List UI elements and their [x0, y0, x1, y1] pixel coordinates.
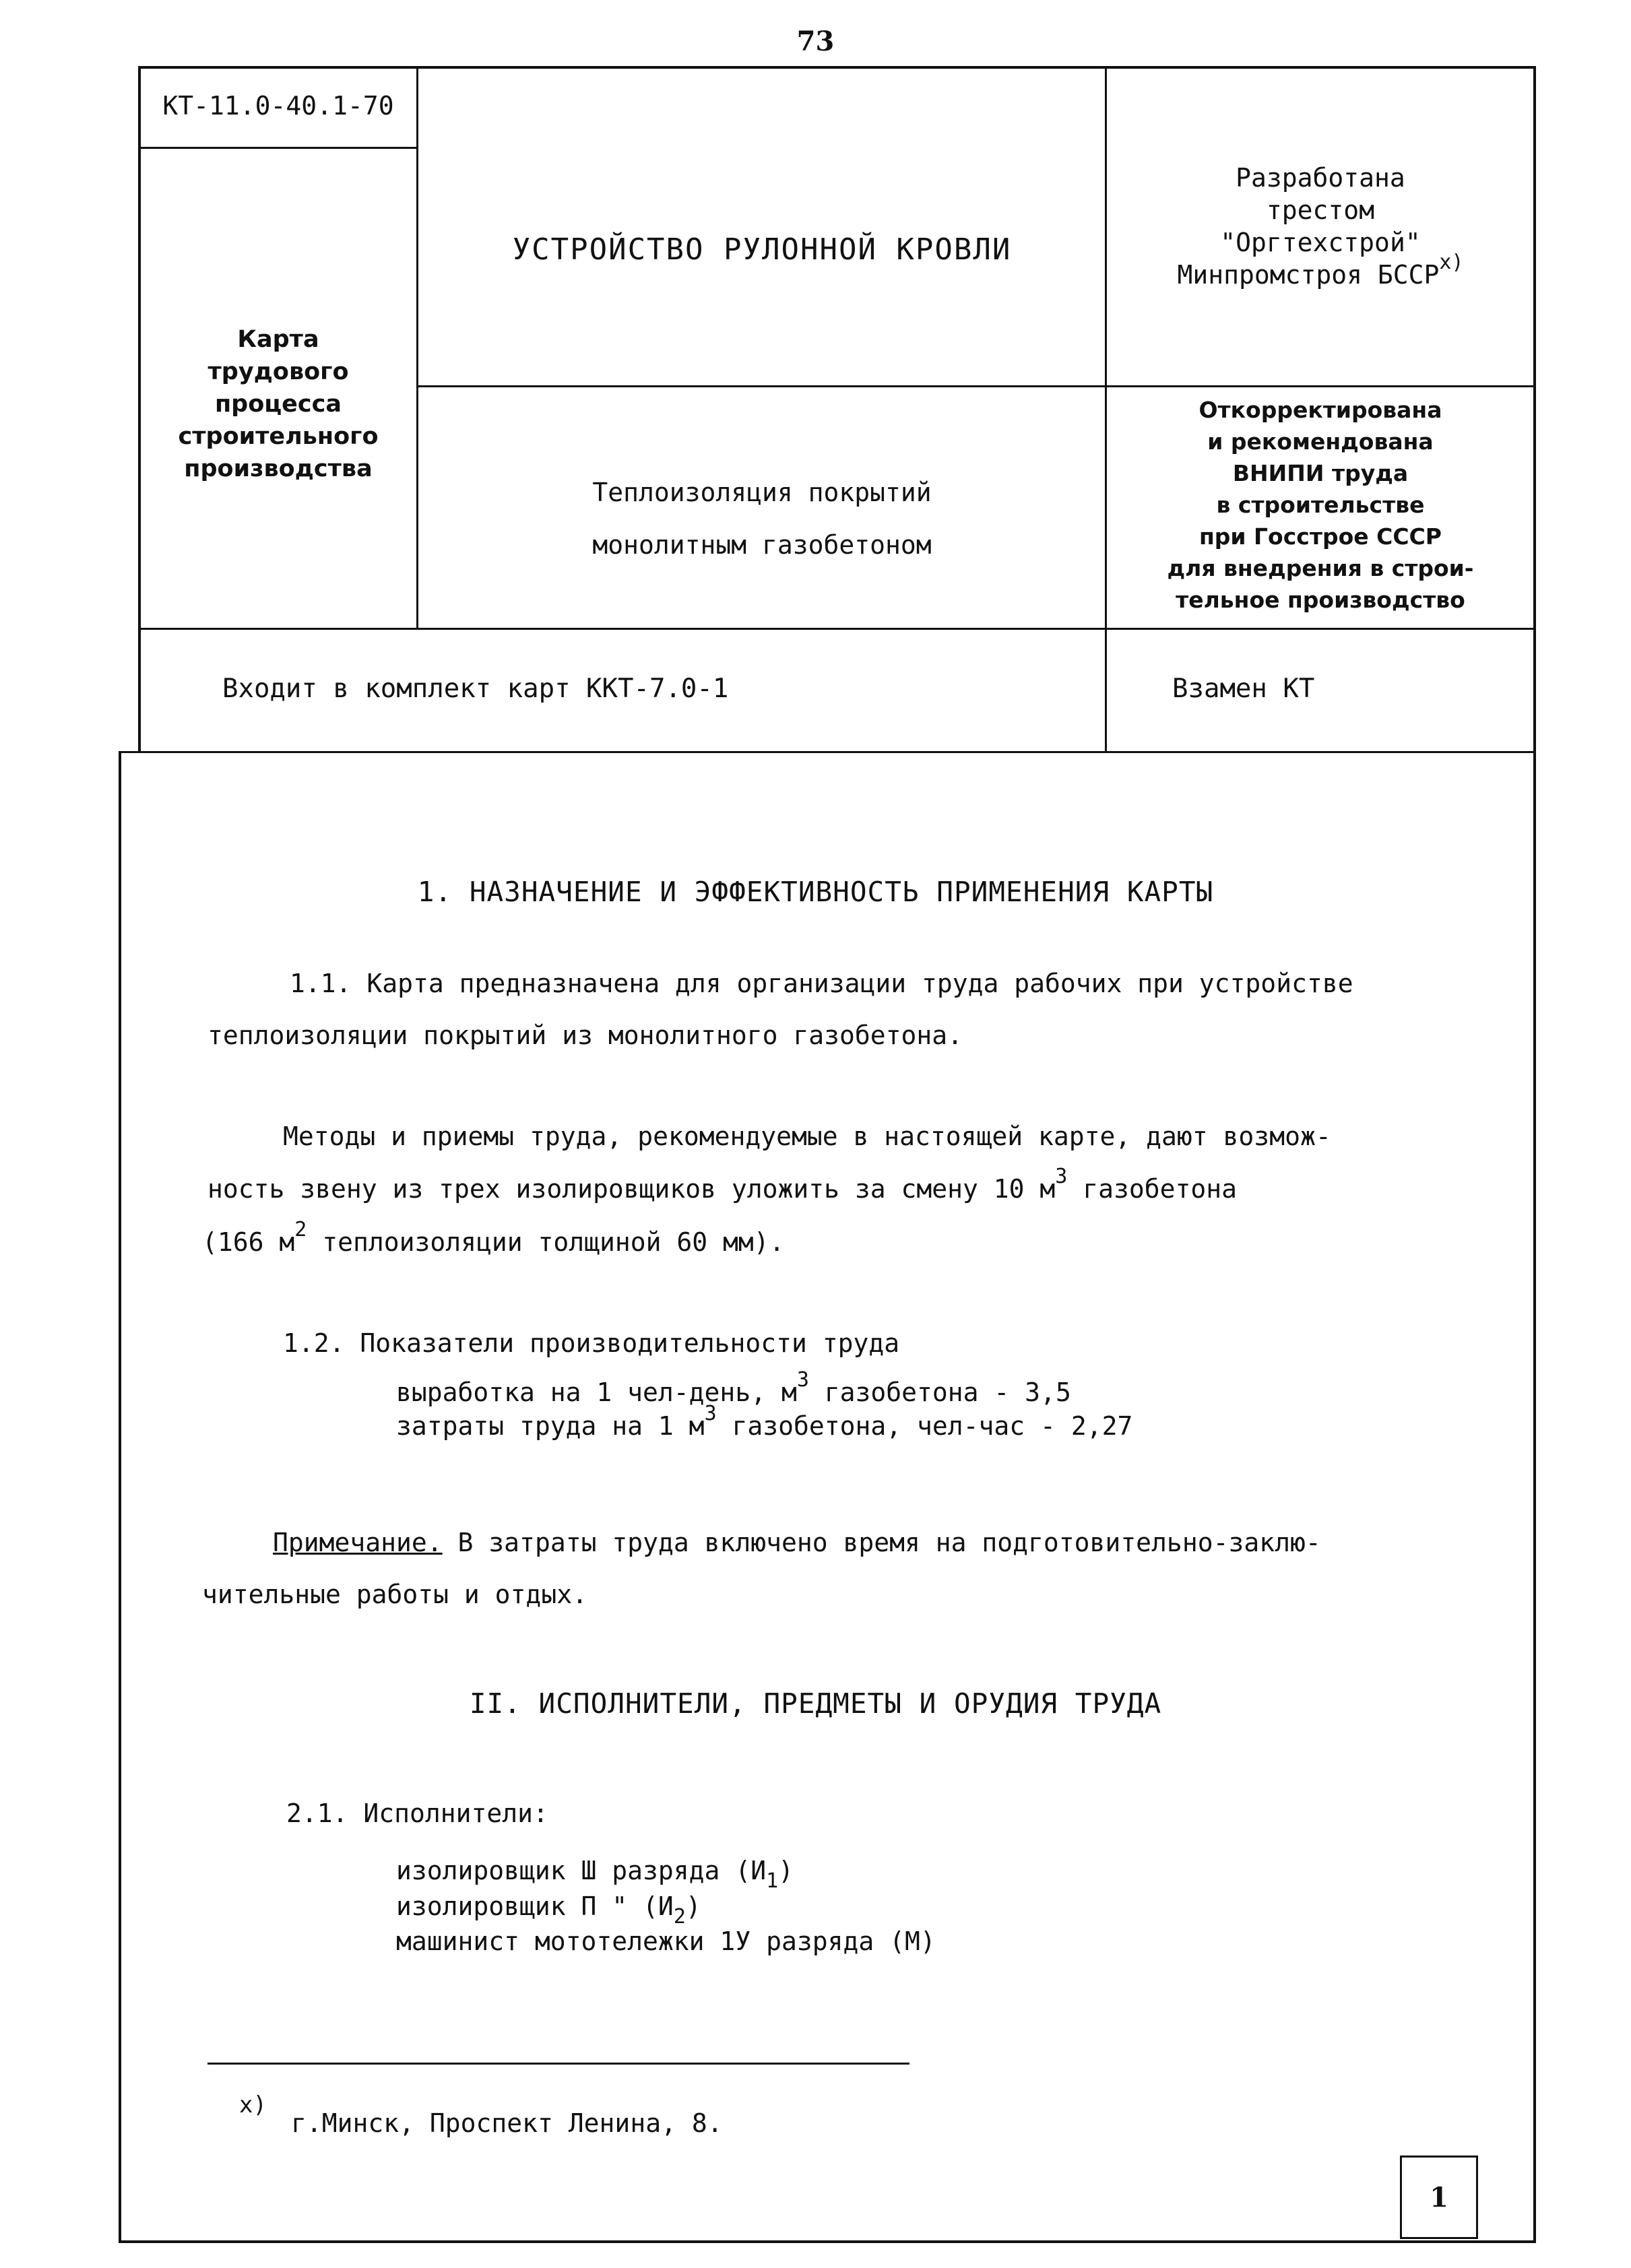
paragraph-line: Методы и приемы труда, рекомендуемые в настоящей карте, дают возмож-	[283, 1122, 1331, 1151]
worker-item: машинист мототележки 1У разряда (М)	[396, 1926, 936, 1956]
worker-item: изолировщик Ш разряда $(И_1)$	[396, 1856, 794, 1893]
replaces-text: Взамен КТ	[1172, 674, 1315, 704]
paragraph-line: ность звену из трех изолировщиков уложить за смену 10 $м^3$ газобетона	[207, 1165, 1238, 1204]
revised-line: Откорректирована	[1198, 397, 1442, 423]
subtitle-line: Теплоизоляция покрытий	[592, 478, 932, 507]
card-subtitle	[419, 466, 1105, 571]
footnote-mark: x)	[1439, 251, 1464, 274]
revised-line: тельное производство	[1176, 587, 1465, 613]
header-row-divider	[138, 628, 1536, 630]
frame-top-border	[138, 66, 1536, 69]
paragraph-line: 1.1. Карта предназначена для организации труда рабочих при устройстве	[290, 969, 1353, 998]
revised-block	[1112, 394, 1529, 616]
card-type-line: Карта	[237, 326, 319, 353]
productivity-title: 1.2. Показатели производительности труда	[283, 1328, 900, 1358]
worker-item: изолировщик П " $(И_2)$	[396, 1891, 701, 1929]
note-line: чительные работы и отдых.	[202, 1580, 587, 1609]
productivity-labor: затраты труда на 1 $м^3$ газобетона, чел-час - 2,27	[396, 1402, 1133, 1441]
card-code: КТ-11.0-40.1-70	[162, 91, 394, 121]
productivity-output: выработка на 1 чел-день, $м^3$ газобетона - 3,5	[396, 1368, 1071, 1407]
note-label: Примечание.	[273, 1528, 443, 1557]
card-type-line: трудового	[207, 358, 349, 385]
section2-heading: II. ИСПОЛНИТЕЛИ, ПРЕДМЕТЫ И ОРУДИЯ ТРУДА	[469, 1687, 1162, 1720]
revised-line: ВНИПИ труда	[1232, 460, 1409, 486]
card-type-block	[140, 323, 416, 485]
page-number: 73	[796, 26, 835, 57]
developer-line: трестом	[1266, 195, 1375, 225]
code-cell-divider	[138, 147, 418, 149]
frame-left-border-lower	[119, 751, 121, 2243]
developer-block	[1112, 162, 1529, 291]
frame-right-border	[1533, 66, 1536, 2243]
header-bottom-divider	[119, 751, 1536, 753]
revised-line: и рекомендована	[1207, 428, 1434, 455]
developer-line: "Оргтехстрой"	[1220, 228, 1421, 257]
paragraph-line: (166 $м^2$ теплоизоляции толщиной 60 мм).	[202, 1218, 785, 1257]
revised-line: для внедрения в строи-	[1167, 555, 1474, 581]
card-type-line: производства	[184, 455, 373, 482]
header-mid-divider	[416, 385, 1535, 387]
frame-bottom-border	[119, 2240, 1536, 2243]
footnote-divider	[207, 2063, 909, 2065]
card-type-line: строительного	[178, 423, 379, 450]
subtitle-line: монолитным газобетоном	[592, 530, 932, 560]
section1-heading: 1. НАЗНАЧЕНИЕ И ЭФФЕКТИВНОСТЬ ПРИМЕНЕНИЯ КАРТЫ	[417, 876, 1214, 908]
developer-line: Разработана	[1236, 163, 1405, 193]
revised-line: в строительстве	[1216, 492, 1425, 518]
revised-line: при Госстрое СССР	[1199, 523, 1442, 550]
footnote-mark: x)	[239, 2092, 267, 2118]
sheet-number: 1	[1400, 2156, 1478, 2239]
paragraph-line: теплоизоляции покрытий из монолитного газобетона.	[207, 1020, 963, 1050]
note-line: Примечание. В затраты труда включено время на подготовительно-заклю-	[273, 1528, 1321, 1557]
workers-title: 2.1. Исполнители:	[286, 1799, 548, 1828]
card-type-line: процесса	[214, 391, 342, 418]
developer-line: Минпромстроя БССР$^{x)}$	[1177, 251, 1464, 290]
header-col2-divider	[1105, 66, 1107, 752]
card-title: УСТРОЙСТВО РУЛОННОЙ КРОВЛИ	[512, 232, 1012, 267]
footnote-text: г.Минск, Проспект Ленина, 8.	[291, 2108, 723, 2138]
card-set-text: Входит в комплект карт ККТ-7.0-1	[222, 674, 729, 704]
header-col1-divider	[416, 66, 418, 628]
